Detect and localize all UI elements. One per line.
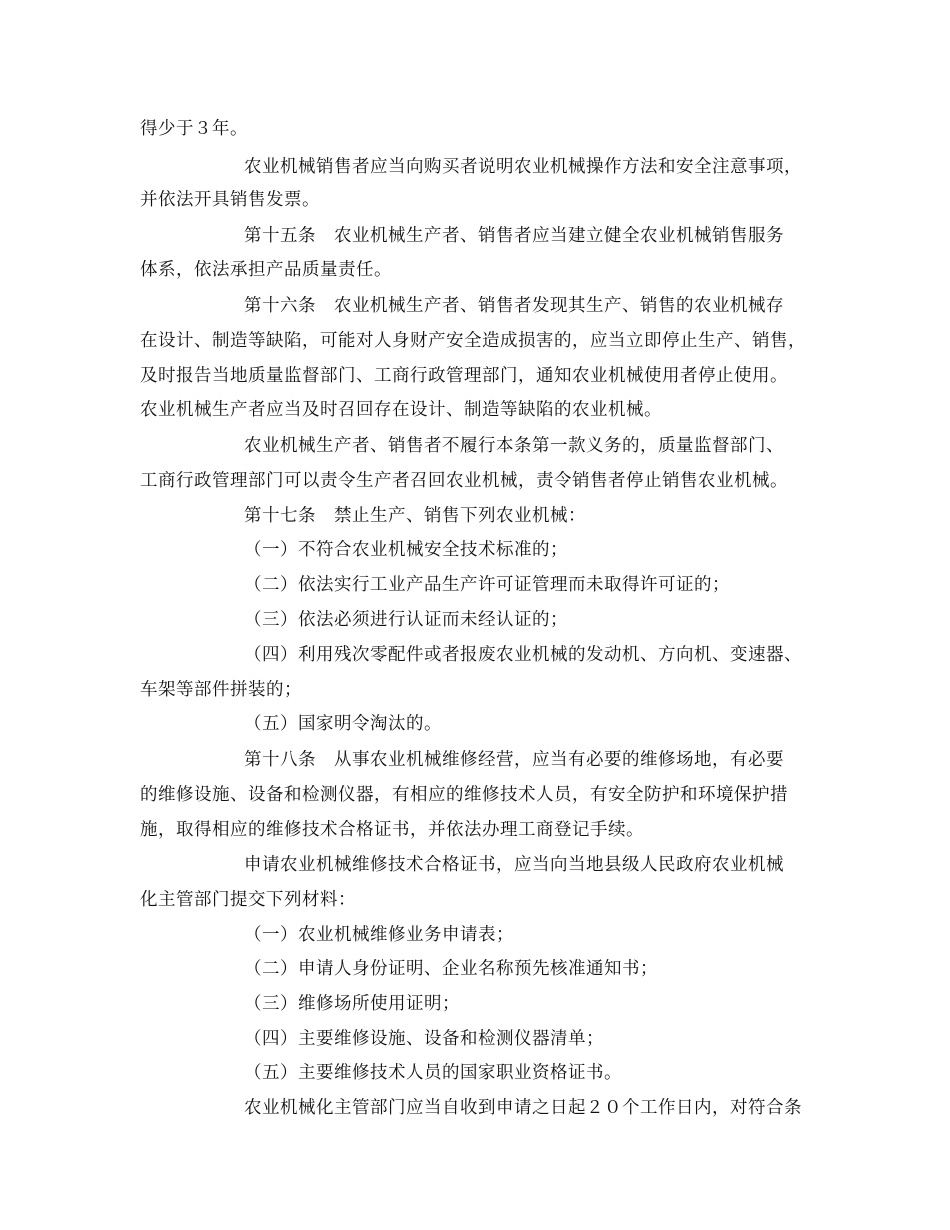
text-line: 化主管部门提交下列材料： [140, 890, 356, 910]
text-line: （四）利用残次零配件或者报废农业机械的发动机、方向机、变速器、 [244, 645, 802, 665]
text-line: （五）主要维修技术人员的国家职业资格证书。 [244, 1063, 622, 1083]
text-line: 第十七条 禁止生产、销售下列农业机械： [244, 506, 586, 526]
text-line: （五）国家明令淘汰的。 [244, 714, 442, 734]
text-line: 得少于３年。 [140, 119, 248, 139]
text-line: （二）依法实行工业产品生产许可证管理而未取得许可证的； [244, 575, 730, 595]
text-line: 体系，依法承担产品质量责任。 [140, 260, 392, 280]
text-line: （四）主要维修设施、设备和检测仪器清单； [244, 1029, 604, 1049]
text-line: （三）维修场所使用证明； [244, 994, 460, 1014]
text-line: （三）依法必须进行认证而未经认证的； [244, 610, 568, 630]
text-line: 申请农业机械维修技术合格证书，应当向当地县级人民政府农业机械 [244, 855, 784, 875]
text-line: 的维修设施、设备和检测仪器，有相应的维修技术人员，有安全防护和环境保护措 [140, 785, 788, 805]
text-line: 在设计、制造等缺陷，可能对人身财产安全造成损害的，应当立即停止生产、销售， [140, 331, 806, 351]
text-line: 及时报告当地质量监督部门、工商行政管理部门，通知农业机械使用者停止使用。 [140, 366, 788, 386]
text-line: 第十八条 从事农业机械维修经营，应当有必要的维修场地，有必要 [244, 750, 784, 770]
text-line: 农业机械生产者应当及时召回存在设计、制造等缺陷的农业机械。 [140, 400, 662, 420]
text-line: 车架等部件拼装的； [140, 680, 302, 700]
text-line: 工商行政管理部门可以责令生产者召回农业机械，责令销售者停止销售农业机械。 [140, 471, 788, 491]
text-line: （一）农业机械维修业务申请表； [244, 925, 514, 945]
text-line: （二）申请人身份证明、企业名称预先核准通知书； [244, 959, 658, 979]
text-line: 农业机械销售者应当向购买者说明农业机械操作方法和安全注意事项， [244, 157, 802, 177]
text-line: 农业机械生产者、销售者不履行本条第一款义务的，质量监督部门、 [244, 436, 784, 456]
text-line: 第十六条 农业机械生产者、销售者发现其生产、销售的农业机械存 [244, 296, 784, 316]
text-line: 并依法开具销售发票。 [140, 190, 320, 210]
text-line: （一）不符合农业机械安全技术标准的； [244, 540, 568, 560]
text-line: 农业机械化主管部门应当自收到申请之日起２０个工作日内，对符合条 [244, 1098, 802, 1118]
text-line: 第十五条 农业机械生产者、销售者应当建立健全农业机械销售服务 [244, 226, 784, 246]
text-line: 施，取得相应的维修技术合格证书，并依法办理工商登记手续。 [140, 820, 644, 840]
